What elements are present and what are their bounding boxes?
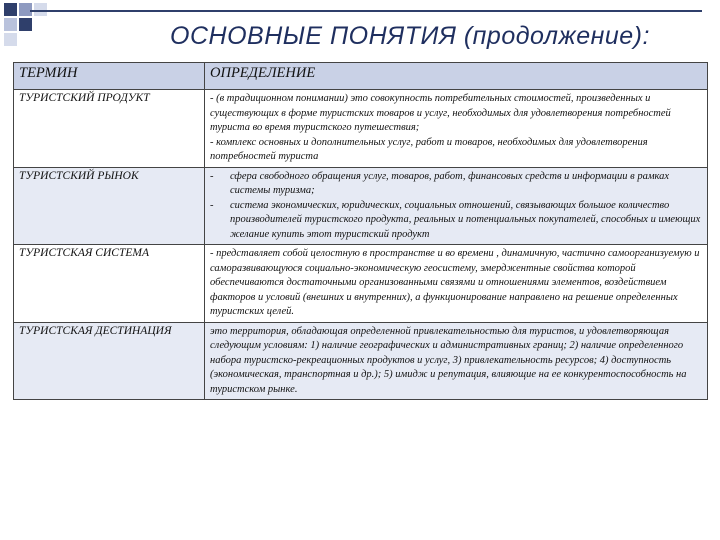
decor-square xyxy=(4,3,17,16)
term-cell: ТУРИСТСКИЙ ПРОДУКТ xyxy=(14,90,205,168)
definition-cell xyxy=(205,167,708,245)
table-header-row xyxy=(14,63,708,90)
title-divider xyxy=(30,10,702,12)
definition-cell xyxy=(205,90,708,168)
table-row xyxy=(14,167,708,245)
table-row xyxy=(14,322,708,400)
bullet-text: система экономических, юридических, социальных отношений, связывающих большое количество производителей туристского продукта, реальных и потенциальных покупателей, способных и имеющих желание купить этот туристский продукт xyxy=(230,199,701,240)
definition-cell: - представляет собой целостную в пространстве и во времени , динамичную, частично самоорганизуемую и саморазвивающуюся социально-экономическую геосистему, эмерджентные свойства которой обеспечиваются достаточными организованными связями и отношениями элементов, воздействием факторов и условий (внешних и внутренних), а функционирование направлено на решение определенных туристских целей. xyxy=(205,245,708,323)
decor-square xyxy=(4,18,17,31)
page-title: ОСНОВНЫЕ ПОНЯТИЯ (продолжение): xyxy=(170,22,650,50)
definition-cell: это территория, обладающая определенной привлекательностью для туристов, и удовлетворяющая следующим условиям: 1) наличие географических и административных границ; 2) наличие определенного набора туристско-рекреационных продуктов и услуг, 3) привлекательность ресурсов; 4) доступность (экономическая, транспортная и др.); 5) имидж и репутация, влияющие на ее конкурентоспособность на туристском рынке. xyxy=(205,322,708,400)
bullet-text: сфера свободного обращения услуг, товаров, работ, финансовых средств и информации в рамках системы туризма; xyxy=(230,170,670,196)
bullet-marker: - xyxy=(210,199,214,211)
definition-line: - комплекс основных и дополнительных услуг, работ и товаров, необходимых для удовлетворения потребностей туриста xyxy=(210,136,648,162)
table-row xyxy=(14,245,708,323)
term-cell: ТУРИСТСКИЙ РЫНОК xyxy=(14,167,205,245)
term-cell: ТУРИСТСКАЯ СИСТЕМА xyxy=(14,245,205,323)
bullet-item xyxy=(210,199,702,243)
decor-square xyxy=(19,18,32,31)
table-row xyxy=(14,90,708,168)
bullet-marker: - xyxy=(210,170,214,182)
term-cell: ТУРИСТСКАЯ ДЕСТИНАЦИЯ xyxy=(14,322,205,400)
terms-table xyxy=(13,62,708,400)
header-definition: ОПРЕДЕЛЕНИЕ xyxy=(205,63,708,90)
decor-square xyxy=(4,33,17,46)
header-term: ТЕРМИН xyxy=(14,63,205,90)
bullet-item xyxy=(210,170,702,199)
definition-line: - (в традиционном понимании) это совокупность потребительных стоимостей, произведенных и существующих в форме туристских товаров и услуг, необходимых для удовлетворения потребностей туриста во время туристского путешествия; xyxy=(210,93,671,133)
